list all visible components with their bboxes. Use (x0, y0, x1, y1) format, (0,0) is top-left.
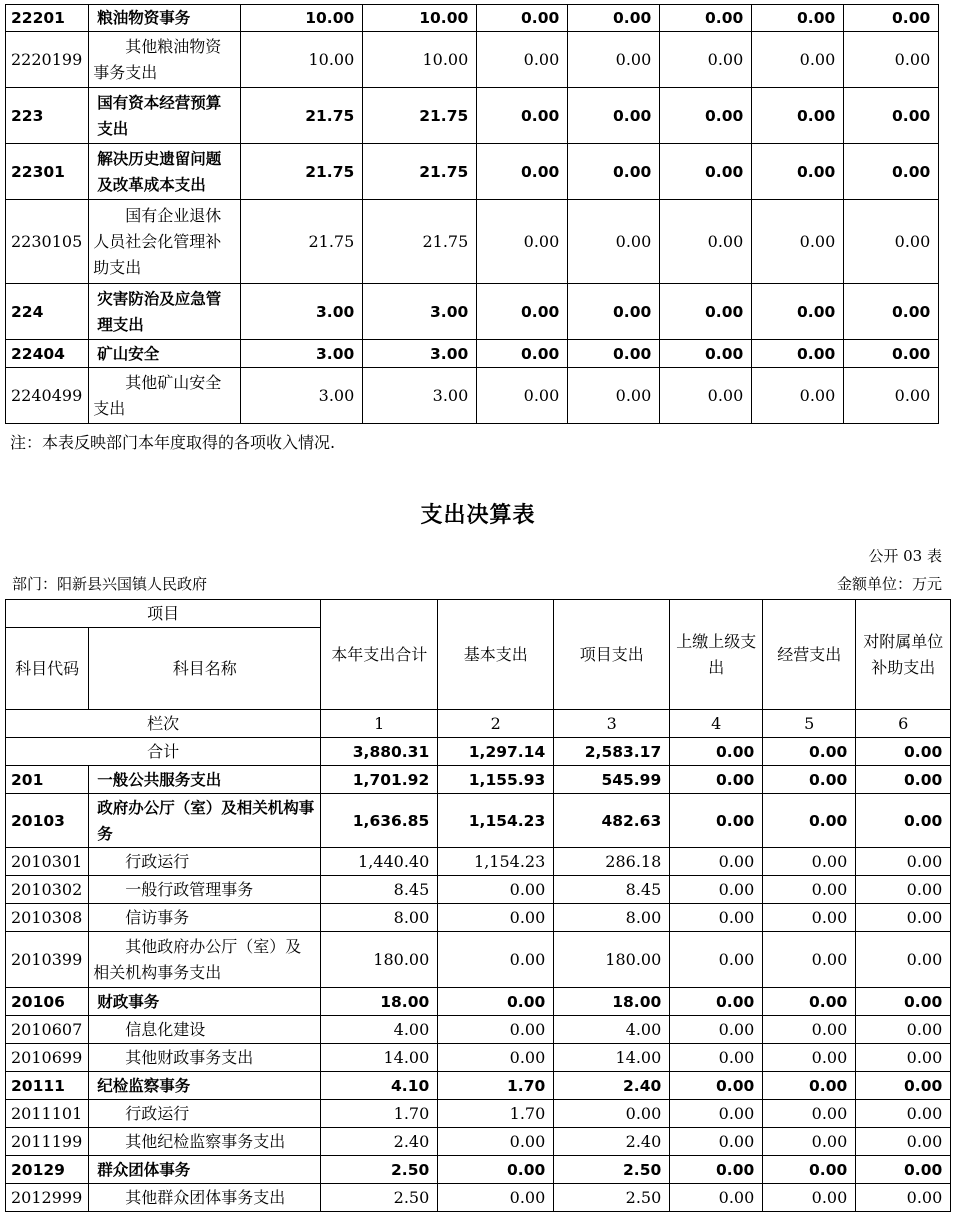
amount-cell: 482.63 (554, 794, 670, 848)
amount-cell: 2.40 (554, 1128, 670, 1156)
amount-cell: 0.00 (763, 1016, 856, 1044)
amount-cell: 0.00 (844, 284, 939, 340)
subject-name-text: 其他财政事务支出 (125, 1047, 254, 1067)
expenditure-table (5, 599, 951, 1212)
amount-cell: 0.00 (670, 1184, 763, 1212)
amount-cell: 0.00 (670, 1156, 763, 1184)
amount-cell: 0.00 (438, 1044, 554, 1072)
amount-cell: 0.00 (856, 1016, 951, 1044)
subject-name-text: 行政运行 (125, 851, 190, 871)
amount-cell: 4.00 (554, 1016, 670, 1044)
amount-cell: 0.00 (752, 32, 844, 88)
subject-name: 财政事务 (89, 988, 321, 1016)
amount-cell: 1,154.23 (438, 848, 554, 876)
amount-cell: 1,155.93 (438, 766, 554, 794)
subject-code: 2010699 (6, 1044, 89, 1072)
amount-cell: 0.00 (763, 794, 856, 848)
amount-cell: 21.75 (363, 144, 477, 200)
amount-cell: 4.10 (321, 1072, 438, 1100)
amount-cell: 0.00 (763, 1072, 856, 1100)
col-index: 1 (321, 710, 438, 738)
amount-cell: 0.00 (438, 904, 554, 932)
amount-cell: 0.00 (568, 32, 660, 88)
amount-cell: 0.00 (477, 284, 568, 340)
subject-name (89, 848, 321, 876)
amount-cell: 3.00 (241, 284, 363, 340)
amount-cell: 0.00 (752, 5, 844, 32)
table-row (6, 766, 951, 794)
amount-cell: 10.00 (363, 32, 477, 88)
amount-cell: 0.00 (670, 932, 763, 988)
amount-cell: 0.00 (856, 988, 951, 1016)
amount-cell: 0.00 (856, 766, 951, 794)
subject-name-text: 信访事务 (125, 907, 190, 927)
amount-cell: 0.00 (438, 1156, 554, 1184)
subject-name: 灾害防治及应急管理支出 (89, 284, 241, 340)
table-row (6, 988, 951, 1016)
subject-name: 政府办公厅（室）及相关机构事务 (89, 794, 321, 848)
amount-cell: 2.40 (321, 1128, 438, 1156)
amount-cell: 0.00 (752, 144, 844, 200)
amount-cell: 1.70 (438, 1100, 554, 1128)
amount-cell: 0.00 (763, 1128, 856, 1156)
amount-cell: 18.00 (321, 988, 438, 1016)
header-item: 项目 (6, 600, 321, 628)
amount-cell: 0.00 (763, 848, 856, 876)
subject-code: 2220199 (6, 32, 89, 88)
table-note: 注：本表反映部门本年度取得的各项收入情况. (10, 433, 336, 452)
amount-cell: 0.00 (477, 340, 568, 368)
amount-cell: 0.00 (660, 200, 752, 284)
subject-code: 22301 (6, 144, 89, 200)
amount-cell: 286.18 (554, 848, 670, 876)
subject-name (89, 368, 241, 424)
subject-code: 223 (6, 88, 89, 144)
amount-cell: 0.00 (856, 1072, 951, 1100)
amount-cell: 0.00 (763, 1184, 856, 1212)
amount-cell: 0.00 (660, 284, 752, 340)
amount-cell: 0.00 (752, 88, 844, 144)
amount-cell: 0.00 (856, 848, 951, 876)
amount-cell: 1.70 (438, 1072, 554, 1100)
table-row (6, 1100, 951, 1128)
amount-cell: 2.50 (321, 1184, 438, 1212)
amount-cell: 0.00 (477, 32, 568, 88)
table-row (6, 794, 951, 848)
amount-cell: 0.00 (856, 1128, 951, 1156)
subject-code: 2011101 (6, 1100, 89, 1128)
amount-cell: 0.00 (856, 932, 951, 988)
amount-cell: 0.00 (568, 200, 660, 284)
amount-cell: 0.00 (568, 144, 660, 200)
subject-name (89, 876, 321, 904)
amount-cell: 0.00 (670, 988, 763, 1016)
amount-cell: 0.00 (844, 144, 939, 200)
amount-cell: 0.00 (568, 88, 660, 144)
table-row (6, 1044, 951, 1072)
subject-code: 2010607 (6, 1016, 89, 1044)
subject-code: 2010308 (6, 904, 89, 932)
amount-cell: 0.00 (856, 1100, 951, 1128)
amount-cell: 0.00 (856, 1156, 951, 1184)
amount-cell: 0.00 (856, 794, 951, 848)
amount-cell: 1,701.92 (321, 766, 438, 794)
amount-cell: 545.99 (554, 766, 670, 794)
unit-label: 金额单位：万元 (836, 575, 942, 593)
subject-name (89, 1016, 321, 1044)
header-col-5: 经营支出 (763, 600, 856, 710)
amount-cell: 0.00 (670, 766, 763, 794)
col-index-label: 栏次 (6, 710, 321, 738)
table-row (6, 1156, 951, 1184)
amount-cell: 21.75 (241, 200, 363, 284)
subject-code: 2010301 (6, 848, 89, 876)
amount-cell: 3.00 (241, 368, 363, 424)
amount-cell: 0.00 (438, 932, 554, 988)
amount-cell: 3.00 (363, 368, 477, 424)
subject-code: 2230105 (6, 200, 89, 284)
subject-name-text: 其他粮油物资事务支出 (93, 36, 222, 82)
subject-name (89, 1044, 321, 1072)
amount-cell: 3.00 (241, 340, 363, 368)
amount-cell: 0.00 (670, 794, 763, 848)
table-row (6, 876, 951, 904)
amount-cell: 8.00 (554, 904, 670, 932)
header-col-1: 本年支出合计 (321, 600, 438, 710)
subject-name: 纪检监察事务 (89, 1072, 321, 1100)
total-label: 合计 (6, 738, 321, 766)
amount-cell: 0.00 (763, 988, 856, 1016)
department-label: 部门：阳新县兴国镇人民政府 (12, 575, 208, 593)
table-row (6, 368, 939, 424)
table-row (6, 340, 939, 368)
amount-cell: 1,440.40 (321, 848, 438, 876)
subject-name: 一般公共服务支出 (89, 766, 321, 794)
amount-cell: 0.00 (477, 88, 568, 144)
col-index: 3 (554, 710, 670, 738)
table-row (6, 848, 951, 876)
amount-cell: 0.00 (670, 848, 763, 876)
amount-cell: 0.00 (477, 5, 568, 32)
table-row (6, 284, 939, 340)
amount-cell: 21.75 (241, 88, 363, 144)
subject-name (89, 200, 241, 284)
amount-cell: 0.00 (660, 88, 752, 144)
amount-cell: 21.75 (241, 144, 363, 200)
amount-cell: 180.00 (554, 932, 670, 988)
amount-cell: 180.00 (321, 932, 438, 988)
subject-name: 粮油物资事务 (89, 5, 241, 32)
subject-code: 201 (6, 766, 89, 794)
subject-code: 2012999 (6, 1184, 89, 1212)
amount-cell: 0.00 (763, 766, 856, 794)
amount-cell: 0.00 (568, 340, 660, 368)
amount-cell: 0.00 (856, 1184, 951, 1212)
total-value: 0.00 (670, 738, 763, 766)
amount-cell: 0.00 (554, 1100, 670, 1128)
table-row (6, 200, 939, 284)
subject-code: 22201 (6, 5, 89, 32)
amount-cell: 0.00 (660, 340, 752, 368)
amount-cell: 0.00 (660, 144, 752, 200)
subject-name-text: 信息化建设 (125, 1019, 206, 1039)
col-index: 6 (856, 710, 951, 738)
subject-name (89, 1184, 321, 1212)
amount-cell: 10.00 (241, 32, 363, 88)
subject-code: 20111 (6, 1072, 89, 1100)
amount-cell: 3.00 (363, 284, 477, 340)
amount-cell: 0.00 (844, 88, 939, 144)
amount-cell: 0.00 (763, 932, 856, 988)
amount-cell: 0.00 (660, 32, 752, 88)
subject-name-text: 国有企业退休人员社会化管理补助支出 (93, 205, 222, 277)
amount-cell: 8.00 (321, 904, 438, 932)
col-index: 2 (438, 710, 554, 738)
subject-code: 20103 (6, 794, 89, 848)
amount-cell: 0.00 (763, 1044, 856, 1072)
subject-code: 224 (6, 284, 89, 340)
amount-cell: 0.00 (752, 368, 844, 424)
table-row (6, 5, 939, 32)
total-value: 3,880.31 (321, 738, 438, 766)
amount-cell: 0.00 (438, 988, 554, 1016)
amount-cell: 0.00 (670, 1072, 763, 1100)
amount-cell: 0.00 (752, 200, 844, 284)
amount-cell: 3.00 (363, 340, 477, 368)
subject-name: 矿山安全 (89, 340, 241, 368)
amount-cell: 0.00 (763, 1100, 856, 1128)
amount-cell: 0.00 (568, 368, 660, 424)
page-title: 支出决算表 (420, 503, 536, 528)
table-row (6, 144, 939, 200)
amount-cell: 0.00 (856, 1044, 951, 1072)
amount-cell: 0.00 (670, 1044, 763, 1072)
table-row (6, 1072, 951, 1100)
amount-cell: 0.00 (477, 200, 568, 284)
amount-cell: 8.45 (321, 876, 438, 904)
amount-cell: 0.00 (568, 5, 660, 32)
header-col-6: 对附属单位补助支出 (856, 600, 951, 710)
subject-name: 国有资本经营预算支出 (89, 88, 241, 144)
subject-name (89, 1128, 321, 1156)
subject-name-text: 行政运行 (125, 1103, 190, 1123)
header-code: 科目代码 (6, 628, 89, 710)
amount-cell: 1,154.23 (438, 794, 554, 848)
amount-cell: 0.00 (477, 144, 568, 200)
header-name: 科目名称 (89, 628, 321, 710)
total-value: 0.00 (856, 738, 951, 766)
subject-name: 解决历史遗留问题及改革成本支出 (89, 144, 241, 200)
total-value: 2,583.17 (554, 738, 670, 766)
amount-cell: 0.00 (660, 368, 752, 424)
subject-name: 群众团体事务 (89, 1156, 321, 1184)
amount-cell: 0.00 (752, 340, 844, 368)
subject-name-text: 一般行政管理事务 (125, 879, 254, 899)
amount-cell: 2.40 (554, 1072, 670, 1100)
subject-name-text: 其他矿山安全支出 (93, 372, 222, 418)
subject-name-text: 其他政府办公厅（室）及相关机构事务支出 (93, 936, 302, 982)
amount-cell: 0.00 (844, 368, 939, 424)
subject-name (89, 32, 241, 88)
subject-code: 22404 (6, 340, 89, 368)
amount-cell: 0.00 (670, 876, 763, 904)
amount-cell: 2.50 (554, 1156, 670, 1184)
amount-cell: 1.70 (321, 1100, 438, 1128)
amount-cell: 21.75 (363, 200, 477, 284)
subject-name (89, 1100, 321, 1128)
table-row (6, 88, 939, 144)
total-value: 0.00 (763, 738, 856, 766)
amount-cell: 0.00 (844, 200, 939, 284)
col-index: 4 (670, 710, 763, 738)
table-row (6, 904, 951, 932)
amount-cell: 0.00 (438, 1184, 554, 1212)
amount-cell: 1,636.85 (321, 794, 438, 848)
amount-cell: 14.00 (554, 1044, 670, 1072)
amount-cell: 0.00 (670, 1100, 763, 1128)
amount-cell: 21.75 (363, 88, 477, 144)
amount-cell: 0.00 (763, 876, 856, 904)
header-col-2: 基本支出 (438, 600, 554, 710)
amount-cell: 14.00 (321, 1044, 438, 1072)
amount-cell: 0.00 (438, 1128, 554, 1156)
amount-cell: 0.00 (844, 5, 939, 32)
table-row (6, 1016, 951, 1044)
amount-cell: 0.00 (438, 876, 554, 904)
amount-cell: 0.00 (670, 1016, 763, 1044)
amount-cell: 10.00 (241, 5, 363, 32)
subject-code: 20129 (6, 1156, 89, 1184)
amount-cell: 4.00 (321, 1016, 438, 1044)
subject-name-text: 其他群众团体事务支出 (125, 1187, 286, 1207)
col-index: 5 (763, 710, 856, 738)
amount-cell: 0.00 (438, 1016, 554, 1044)
subject-code: 2011199 (6, 1128, 89, 1156)
amount-cell: 2.50 (554, 1184, 670, 1212)
amount-cell: 0.00 (670, 904, 763, 932)
table-row (6, 1184, 951, 1212)
subject-name (89, 932, 321, 988)
amount-cell: 0.00 (660, 5, 752, 32)
subject-code: 2010399 (6, 932, 89, 988)
amount-cell: 8.45 (554, 876, 670, 904)
table-row (6, 1128, 951, 1156)
header-col-3: 项目支出 (554, 600, 670, 710)
amount-cell: 0.00 (568, 284, 660, 340)
amount-cell: 0.00 (670, 1128, 763, 1156)
amount-cell: 0.00 (844, 32, 939, 88)
subject-code: 20106 (6, 988, 89, 1016)
total-value: 1,297.14 (438, 738, 554, 766)
subject-name (89, 904, 321, 932)
amount-cell: 10.00 (363, 5, 477, 32)
amount-cell: 0.00 (856, 904, 951, 932)
amount-cell: 0.00 (477, 368, 568, 424)
amount-cell: 0.00 (763, 904, 856, 932)
amount-cell: 18.00 (554, 988, 670, 1016)
subject-name-text: 其他纪检监察事务支出 (125, 1131, 286, 1151)
amount-cell: 0.00 (763, 1156, 856, 1184)
subject-code: 2240499 (6, 368, 89, 424)
amount-cell: 0.00 (856, 876, 951, 904)
header-col-4: 上缴上级支出 (670, 600, 763, 710)
subject-code: 2010302 (6, 876, 89, 904)
table-row (6, 32, 939, 88)
amount-cell: 0.00 (752, 284, 844, 340)
amount-cell: 2.50 (321, 1156, 438, 1184)
table-row (6, 932, 951, 988)
top-table (5, 4, 939, 424)
form-number: 公开 03 表 (868, 547, 942, 565)
amount-cell: 0.00 (844, 340, 939, 368)
